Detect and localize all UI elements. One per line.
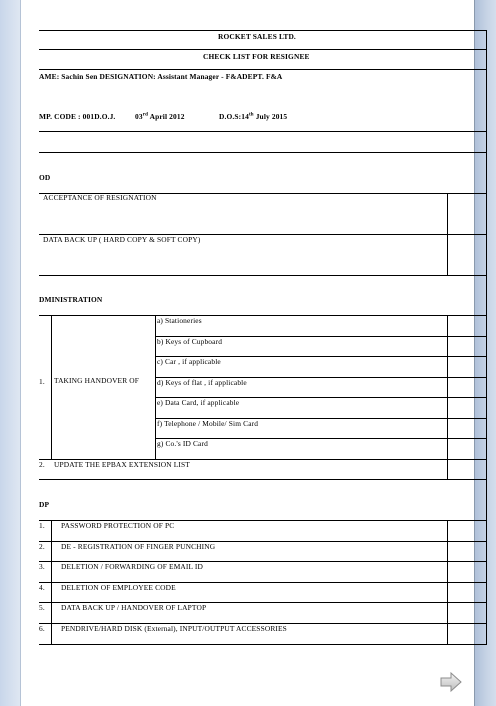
handover-item: d) Keys of flat , if applicable: [157, 378, 247, 387]
handover-item: g) Co.'s ID Card: [157, 439, 208, 448]
taking-handover-label: TAKING HANDOVER OF: [54, 376, 140, 385]
dp-item: DELETION OF EMPLOYEE CODE: [61, 583, 176, 592]
dp-row-number: 2.: [39, 542, 45, 551]
dp-item: PASSWORD PROTECTION OF PC: [61, 521, 175, 530]
doj-label: D.O.J.: [94, 112, 116, 121]
dp-item: DATA BACK UP / HANDOVER OF LAPTOP: [61, 603, 207, 612]
dp-row-number: 5.: [39, 603, 45, 612]
dp-item: DELETION / FORWARDING OF EMAIL ID: [61, 562, 204, 571]
document-title: CHECK LIST FOR RESIGNEE: [203, 52, 310, 61]
dp-row-number: 1.: [39, 521, 45, 530]
checklist-table: [39, 30, 487, 646]
hod-item-acceptance: ACCEPTANCE OF RESIGNATION: [43, 193, 157, 202]
epbax-update-item: UPDATE THE EPBAX EXTENSION LIST: [54, 460, 190, 469]
dp-row-number: 4.: [39, 583, 45, 592]
emp-code-line: [39, 112, 115, 121]
doj-value: 03rd April 2012: [135, 112, 185, 121]
section-heading-administration: DMINISTRATION: [39, 295, 103, 304]
handover-item: f) Telephone / Mobile/ Sim Card: [157, 419, 259, 428]
document-page: [20, 0, 475, 706]
dp-row-number: 3.: [39, 562, 45, 571]
name-designation-line: AME: Sachin Sen DESIGNATION: Assistant Manager - F&ADEPT. F&A: [39, 72, 283, 81]
dos-value: D.O.S:14th July 2015: [219, 112, 288, 121]
handover-item: a) Stationeries: [157, 316, 202, 325]
admin-row-number-1: 1.: [39, 377, 45, 386]
dp-item: PENDRIVE/HARD DISK (External), INPUT/OUTPUT ACCESSORIES: [61, 624, 287, 633]
handover-item: e) Data Card, if applicable: [157, 398, 240, 407]
dp-row-number: 6.: [39, 624, 45, 633]
admin-row-number-2: 2.: [39, 460, 45, 469]
section-heading-dp: DP: [39, 500, 50, 509]
handover-item: c) Car , if applicable: [157, 357, 221, 366]
emp-code: MP. CODE : 001: [39, 112, 95, 121]
hod-item-data-backup: DATA BACK UP ( HARD COPY & SOFT COPY): [43, 235, 201, 244]
section-heading-hod: OD: [39, 173, 51, 182]
company-name: ROCKET SALES LTD.: [218, 32, 296, 41]
next-page-arrow-icon[interactable]: [438, 671, 464, 693]
dp-item: DE - REGISTRATION OF FINGER PUNCHING: [61, 542, 216, 551]
viewer-left-margin: [0, 0, 20, 706]
handover-item: b) Keys of Cupboard: [157, 337, 223, 346]
